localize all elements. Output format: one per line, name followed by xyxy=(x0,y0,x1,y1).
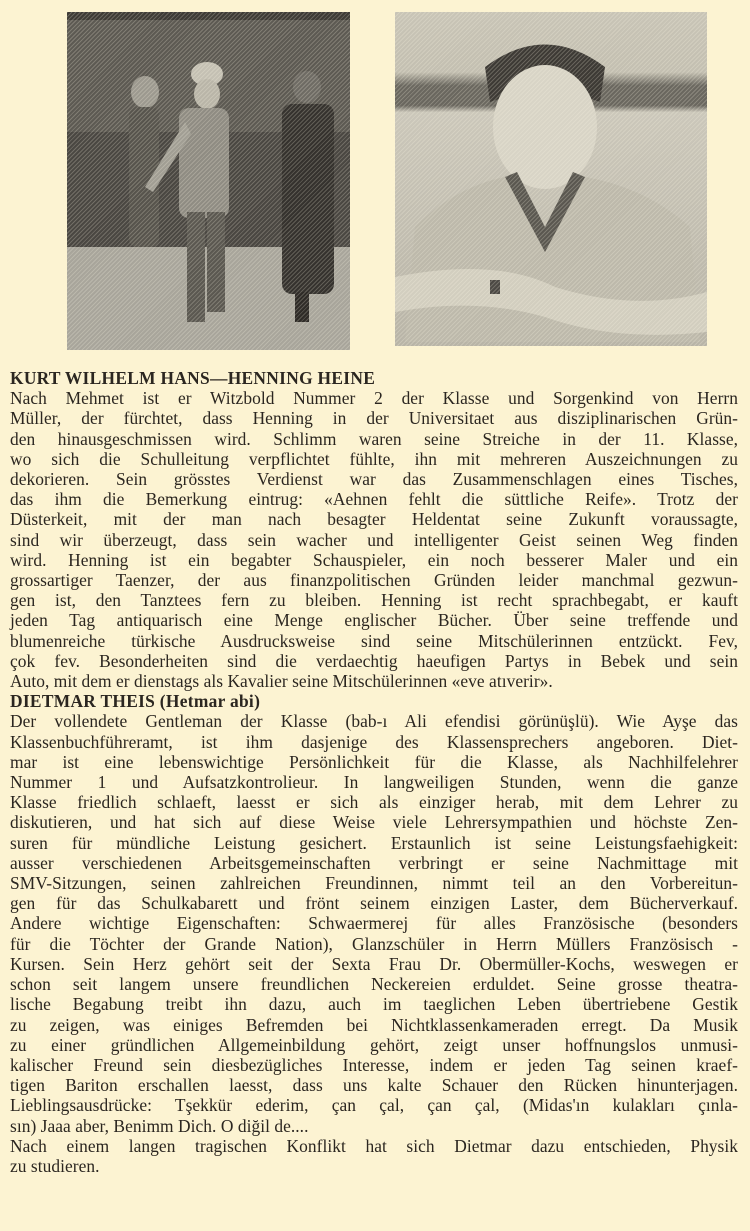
text-line: Kursen. Sein Herz gehört seit der Sexta Frau Dr. Obermüller-Kochs, weswegen er xyxy=(10,953,738,974)
photo-portrait xyxy=(395,12,707,346)
text-line: das ihm die Bemerkung eintrug: «Aehnen fehlt die süttliche Reife». Trotz der xyxy=(10,489,738,510)
text-line: Klasse friedlich schlaeft, laesst er sich als einziger herab, mit dem Lehrer zu xyxy=(10,792,738,813)
text-line: Andere wichtige Eigenschaften: Schwaermerej für alles Französische (besonders xyxy=(10,913,738,934)
text-line: suren für mündliche Leistung gesichert. Erstaunlich ist seine Leistungsfaehigkeit: xyxy=(10,832,738,853)
text-line: mar ist eine lebenswichtige Persönlichkeit für die Klasse, als Nachhilfelehrer xyxy=(10,751,738,772)
text-line: Müller, der fürchtet, dass Henning in der Universitaet aus disziplinarischen Grün- xyxy=(10,408,738,429)
text-line: tigen Bariton erschallen laesst, dass uns kalte Schauer den Rücken hinunterjagen. xyxy=(10,1075,738,1096)
text-line: Nach einem langen tragischen Konflikt hat sich Dietmar dazu entschieden, Physik xyxy=(10,1135,738,1156)
section-heading: KURT WILHELM HANS—HENNING HEINE xyxy=(10,368,376,388)
text-line: gen ist, den Tanztees fern zu bleiben. Henning ist recht sprachbegabt, er kauft xyxy=(10,590,738,611)
text-line: lische Begabung treibt ihn dazu, auch im taeglichen Leben übertriebene Gestik xyxy=(10,994,738,1015)
text-line: Der vollendete Gentleman der Klasse (bab-ı Ali efendisi görünüşlü). Wie Ayşe das xyxy=(10,711,738,732)
text-line: sind wir überzeugt, dass sein wacher und intelligenter Geist seinen Weg finden xyxy=(10,529,738,550)
text-line: kalischer Freund sein diesbezügliches Interesse, indem er jeden Tag seinen kraef- xyxy=(10,1054,738,1075)
section-heading: DIETMAR THEIS (Hetmar abi) xyxy=(10,691,261,712)
text-line: Klassenbuchführeramt, ist ihm dasjenige des Klassensprechers angeboren. Diet- xyxy=(10,731,738,752)
text-line: wo sich die Schulleitung verpflichtet fühlte, ihn mit mehreren Auszeichnungen zu xyxy=(10,448,738,469)
photo-street-scene xyxy=(67,12,350,350)
article-body xyxy=(10,368,738,1176)
text-line: grossartiger Taenzer, der aus finanzpolitischen Gründen leider manchmal gezwun- xyxy=(10,570,738,591)
text-line: zu zeigen, was einiges Befremden bei Nichtklassenkameraden erregt. Da Musik xyxy=(10,1014,738,1035)
section-kurt-heine xyxy=(10,368,738,691)
text-line: SMV-Sitzungen, seinen zahlreichen Freundinnen, nimmt teil an den Vorbereitun- xyxy=(10,873,738,894)
text-line: gen für das Schulkabarett und frönt seinem einzigen Laster, dem Bücherverkauf. xyxy=(10,893,738,914)
text-line: jeden Tag antiquarisch eine Menge englischer Bücher. Über seine treffende und xyxy=(10,610,738,631)
text-line: wird. Henning ist ein begabter Schauspieler, ein noch besserer Maler und ein xyxy=(10,549,738,570)
text-line: Nach Mehmet ist er Witzbold Nummer 2 der Klasse und Sorgenkind von Herrn xyxy=(10,388,738,409)
text-line: den hinausgeschmissen wird. Schlimm waren seine Streiche in der 11. Klasse, xyxy=(10,428,738,449)
text-line: ausser verschiedenen Arbeitsgemeinschaften verbringt er seine Nachmittage mit xyxy=(10,852,738,873)
text-line: Lieblingsausdrücke: Tşekkür ederim, çan çal, çan çal, (Midas'ın kulakları çınla- xyxy=(10,1095,738,1116)
text-line: diskutieren, und hat sich auf diese Weise viele Lehrersympathien und höchste Zen- xyxy=(10,812,738,833)
portrait-figure xyxy=(395,12,707,346)
text-line: Düsterkeit, mit der man nach besagter Heldentat seine Zukunft voraussagte, xyxy=(10,509,738,530)
text-line: Nummer 1 und Aufsatzkontrolieur. In langweiligen Stunden, wenn die ganze xyxy=(10,772,738,793)
text-line: schon seit langem unsere freundlichen Neckereien erduldet. Seine grosse theatra- xyxy=(10,974,738,995)
text-line: çok fev. Besonderheiten sind die verdaechtig haeufigen Partys in Bebek und sein xyxy=(10,650,738,671)
text-line: zu studieren. xyxy=(10,1155,100,1176)
text-line: dekorieren. Sein grösstes Verdienst war das Zusammenschlagen eines Tisches, xyxy=(10,469,738,490)
text-line: sın) Jaaa aber, Benimm Dich. O diğil de.... xyxy=(10,1115,309,1136)
text-line: blumenreiche türkische Ausdrucksweise sind seine Mitschülerinnen entzückt. Fev, xyxy=(10,630,738,651)
street-scene-figures xyxy=(67,12,350,350)
text-line: für die Töchter der Grande Nation), Glanzschüler in Herrn Müllers Französisch - xyxy=(10,933,738,954)
text-line: zu einer gründlichen Allgemeinbildung gehört, zeigt unser hoffnungslos unmusi- xyxy=(10,1034,738,1055)
section-dietmar-theis xyxy=(10,691,738,1176)
text-line: Auto, mit dem er dienstags als Kavalier seine Mitschülerinnen «eve atıverir». xyxy=(10,671,553,692)
